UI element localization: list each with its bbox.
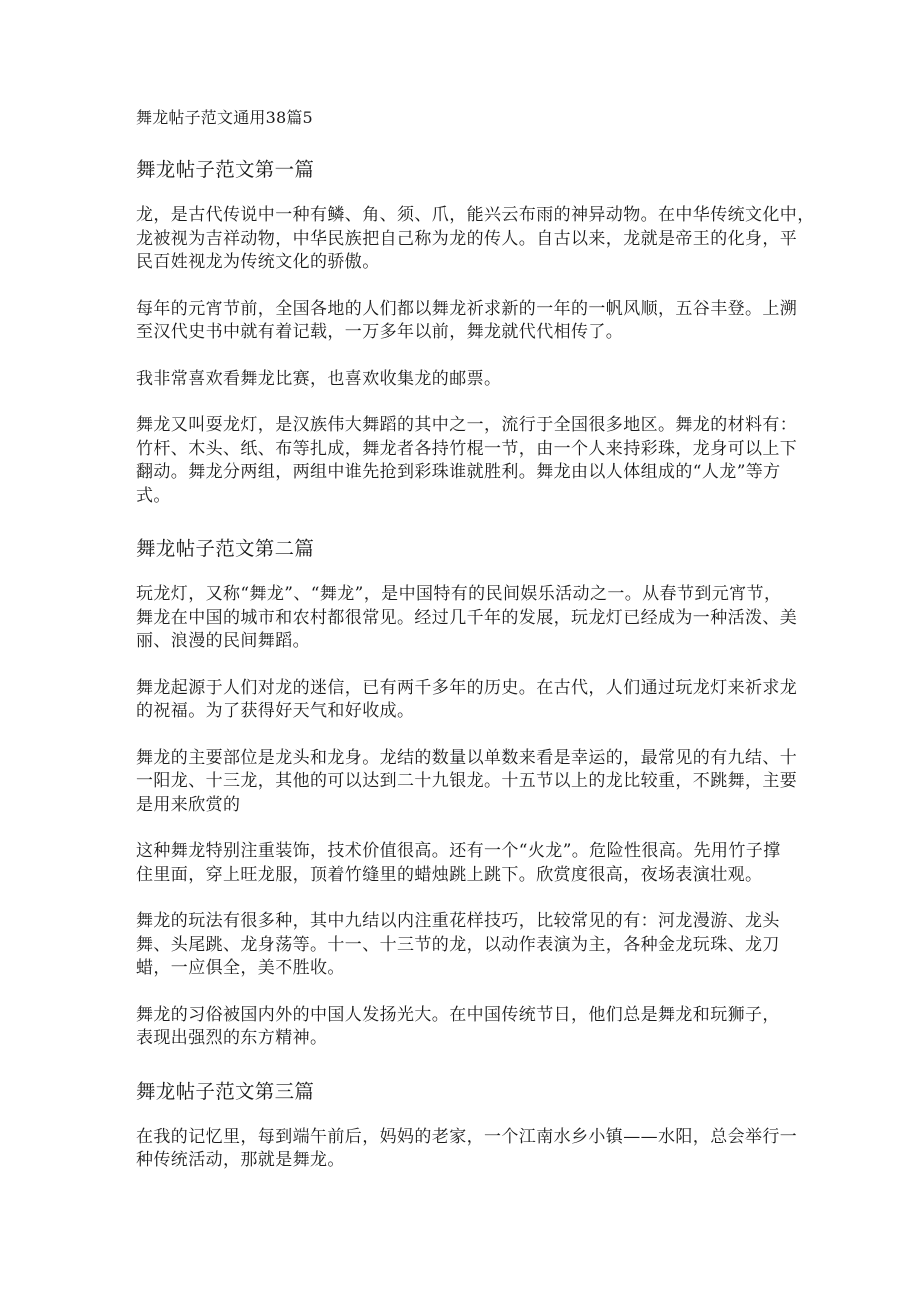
paragraph-line: 舞龙起源于人们对龙的迷信，已有两千多年的历史。在古代，人们通过玩龙灯来祈求龙 [136, 677, 798, 698]
paragraph-line: 是用来欣赏的 [136, 794, 241, 815]
paragraph [136, 298, 816, 345]
paragraph [136, 1126, 816, 1173]
document-title: 舞龙帖子范文通用38篇5 [136, 108, 313, 127]
paragraph-line: 表现出强烈的东方精神。 [136, 1028, 328, 1048]
paragraph-line: 玩龙灯，又称“舞龙”、“舞龙”，是中国特有的民间娱乐活动之一。从春节到元宵节， [136, 584, 782, 604]
paragraph-line: 式。 [136, 485, 171, 506]
paragraph-line: 我非常喜欢看舞龙比赛，也喜欢收集龙的邮票。 [136, 368, 502, 389]
document-body [136, 157, 816, 1173]
paragraph-line: 龙，是古代传说中一种有鳞、角、须、爪，能兴云布雨的神异动物。在中华传统文化中， [136, 205, 815, 225]
paragraph-line: 丽、浪漫的民间舞蹈。 [136, 631, 310, 651]
paragraph-line: 蜡，一应俱全，美不胜收。 [136, 958, 345, 978]
section [136, 157, 816, 508]
section [136, 536, 816, 1051]
paragraph-line: 民百姓视龙为传统文化的骄傲。 [136, 252, 380, 272]
paragraph-line: 舞龙的主要部位是龙头和龙身。龙结的数量以单数来看是幸运的，最常见的有九结、十 [136, 747, 798, 768]
section-heading: 舞龙帖子范文第三篇 [136, 1079, 315, 1103]
paragraph [136, 840, 816, 887]
paragraph [136, 1004, 816, 1051]
section [136, 1079, 816, 1173]
paragraph-line: 的祝福。为了获得好天气和好收成。 [136, 701, 415, 721]
paragraph-line: 住里面，穿上旺龙服，顶着竹缝里的蜡烛跳上跳下。欣赏度很高，夜场表演壮观。 [136, 864, 763, 885]
paragraph [136, 368, 816, 392]
paragraph-line: 舞龙的玩法有很多种，其中九结以内注重花样技巧，比较常见的有：河龙漫游、龙头 [136, 911, 780, 931]
paragraph-line: 舞龙的习俗被国内外的中国人发扬光大。在中国传统节日，他们总是舞龙和玩狮子， [136, 1004, 780, 1025]
paragraph-line: 每年的元宵节前，全国各地的人们都以舞龙祈求新的一年的一帆风顺，五谷丰登。上溯 [136, 298, 798, 319]
paragraph-line: 舞、头尾跳、龙身荡等。十一、十三节的龙，以动作表演为主，各种金龙玩珠、龙刀 [136, 934, 780, 955]
paragraph-line: 龙被视为吉祥动物，中华民族把自己称为龙的传人。自古以来，龙就是帝王的化身，平 [136, 228, 798, 249]
paragraph [136, 414, 816, 508]
paragraph [136, 204, 816, 275]
section-heading: 舞龙帖子范文第二篇 [136, 537, 315, 560]
paragraph-line: 翻动。舞龙分两组，两组中谁先抢到彩珠谁就胜利。舞龙由以人体组成的“人龙”等方 [136, 462, 781, 482]
paragraph-line: 舞龙在中国的城市和农村都很常见。经过几千年的发展，玩龙灯已经成为一种活泼、美 [136, 607, 798, 628]
paragraph-line: 竹杆、木头、纸、布等扎成，舞龙者各持竹棍一节，由一个人来持彩珠，龙身可以上下 [136, 438, 798, 459]
paragraph [136, 677, 816, 724]
paragraph [136, 910, 816, 981]
paragraph [136, 747, 816, 818]
paragraph-line: 这种舞龙特别注重装饰，技术价值很高。还有一个“火龙”。危险性很高。先用竹子撑 [136, 841, 781, 861]
paragraph-line: 至汉代史书中就有着记载，一万多年以前，舞龙就代代相传了。 [136, 322, 624, 342]
paragraph-line: 一阳龙、十三龙，其他的可以达到二十九银龙。十五节以上的龙比较重，不跳舞，主要 [136, 771, 798, 791]
paragraph [136, 583, 816, 654]
document-page [136, 107, 816, 1196]
paragraph-line: 种传统活动，那就是舞龙。 [136, 1150, 345, 1170]
paragraph-line: 在我的记忆里，每到端午前后，妈妈的老家，一个江南水乡小镇——水阳，总会举行一 [136, 1126, 798, 1147]
section-heading: 舞龙帖子范文第一篇 [136, 158, 315, 181]
paragraph-line: 舞龙又叫耍龙灯，是汉族伟大舞蹈的其中之一，流行于全国很多地区。舞龙的材料有： [136, 415, 798, 435]
